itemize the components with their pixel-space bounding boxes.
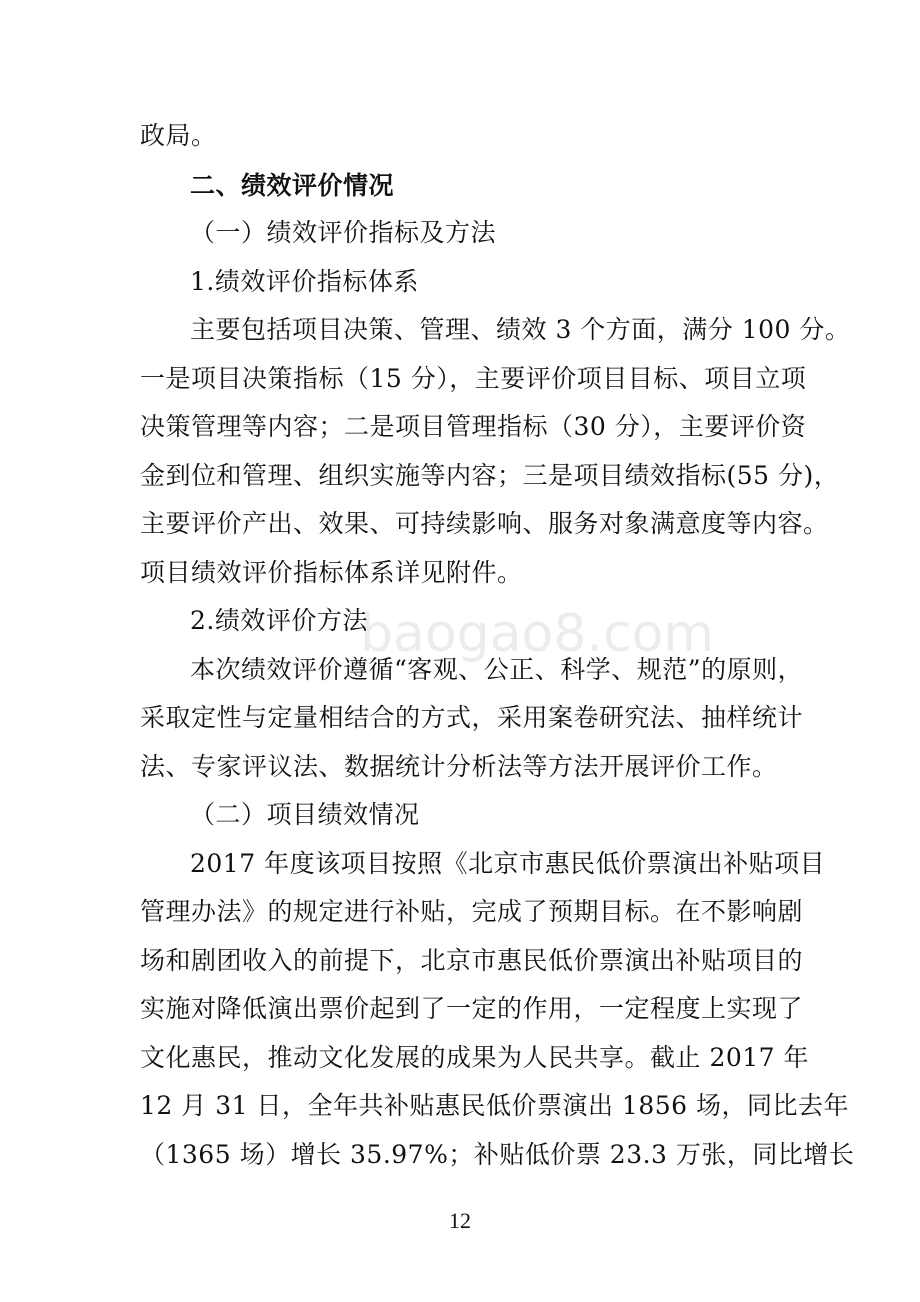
paragraph-line: 管理办法》的规定进行补贴，完成了预期目标。在不影响剧 <box>140 897 804 926</box>
paragraph-line: 12 月 31 日，全年共补贴惠民低价票演出 1856 场，同比去年 <box>140 1091 849 1120</box>
paragraph-line: 2017 年度该项目按照《北京市惠民低价票演出补贴项目 <box>190 849 826 878</box>
paragraph-line: 主要评价产出、效果、可持续影响、服务对象满意度等内容。 <box>140 509 829 538</box>
paragraph-line: 本次绩效评价遵循“客观、公正、科学、规范”的原则， <box>190 655 804 684</box>
paragraph-line: 一是项目决策指标（15 分），主要评价项目目标、项目立项 <box>140 364 807 393</box>
page-number: 12 <box>449 1208 471 1233</box>
paragraph-line: 实施对降低演出票价起到了一定的作用，一定程度上实现了 <box>140 994 804 1023</box>
subsection-heading: （一）绩效评价指标及方法 <box>190 218 497 247</box>
paragraph-line: 文化惠民，推动文化发展的成果为人民共享。截止 2017 年 <box>140 1043 810 1072</box>
section-heading: 二、绩效评价情况 <box>190 171 395 200</box>
paragraph-line: 主要包括项目决策、管理、绩效 3 个方面，满分 100 分。 <box>190 315 851 344</box>
paragraph-line: 决策管理等内容；二是项目管理指标（30 分），主要评价资 <box>140 412 807 441</box>
subsection-heading: （二）项目绩效情况 <box>190 800 420 829</box>
sub-item-heading: 1.绩效评价指标体系 <box>190 267 419 296</box>
paragraph-line: （1365 场）增长 35.97%；补贴低价票 23.3 万张，同比增长 <box>140 1140 855 1169</box>
text-line: 政局。 <box>140 121 217 150</box>
paragraph-line: 项目绩效评价指标体系详见附件。 <box>140 558 523 587</box>
paragraph-line: 法、专家评议法、数据统计分析法等方法开展评价工作。 <box>140 752 778 781</box>
watermark: baogao8.com <box>360 604 715 664</box>
sub-item-heading: 2.绩效评价方法 <box>190 606 368 635</box>
paragraph-line: 采取定性与定量相结合的方式，采用案卷研究法、抽样统计 <box>140 703 804 732</box>
paragraph-line: 金到位和管理、组织实施等内容；三是项目绩效指标(55 分)， <box>140 461 840 490</box>
paragraph-line: 场和剧团收入的前提下，北京市惠民低价票演出补贴项目的 <box>140 946 804 975</box>
